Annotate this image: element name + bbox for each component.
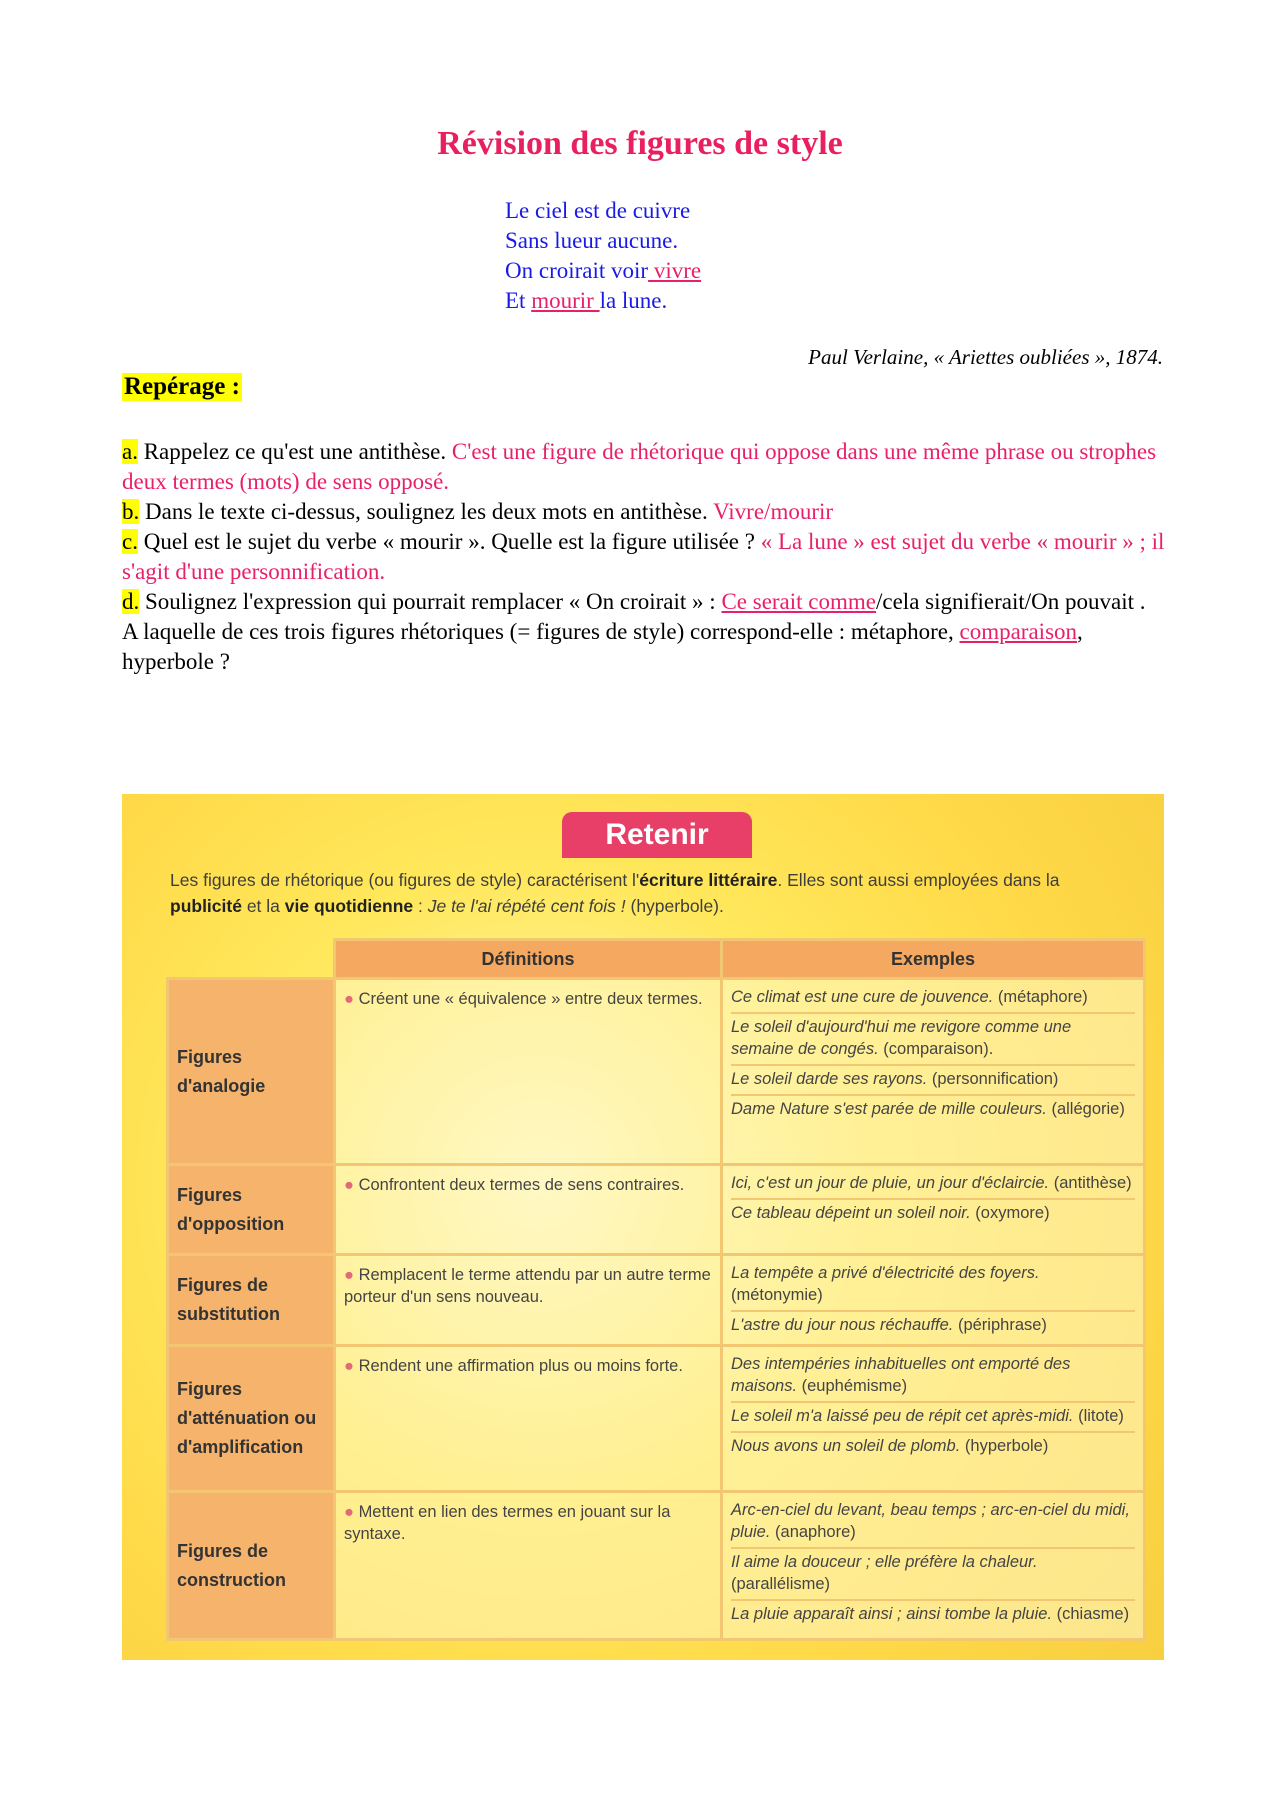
- question-text: Soulignez l'expression qui pourrait remplacer « On croirait » :: [139, 589, 722, 614]
- question-d: [122, 587, 1172, 617]
- figure-name: (euphémisme): [797, 1377, 908, 1395]
- intro-bold: publicité: [170, 896, 242, 916]
- example-item: [731, 1260, 1135, 1312]
- poem-text: la lune.: [599, 288, 668, 313]
- bullet-icon: ●: [344, 1176, 359, 1194]
- example-item: [731, 984, 1135, 1014]
- question-marker: b.: [122, 499, 140, 524]
- answer-text: « La lune » est sujet du verbe « mourir » ; il s'agit d'une personnification.: [122, 529, 1165, 584]
- question-text: , hyperbole ?: [122, 619, 1083, 674]
- figure-name: (métaphore): [993, 988, 1088, 1006]
- column-header-exemples: Exemples: [722, 940, 1145, 979]
- definition-text: Remplacent le terme attendu par un autre terme porteur d'un sens nouveau.: [344, 1266, 711, 1306]
- figure-definition: [335, 1492, 722, 1640]
- definition-text: Mettent en lien des termes en jouant sur la syntaxe.: [344, 1503, 671, 1543]
- answer-text: Ce serait comme: [721, 589, 876, 614]
- example-item: [731, 1170, 1135, 1200]
- example-item: [731, 1549, 1135, 1601]
- intro-text: Les figures de rhétorique (ou figures de style) caractérisent l': [170, 870, 640, 890]
- example-text: Ici, c'est un jour de pluie, un jour d'éclaircie.: [731, 1174, 1050, 1192]
- figure-definition: [335, 1255, 722, 1346]
- page-title: Révision des figures de style: [437, 125, 843, 162]
- figure-examples: [722, 1255, 1145, 1346]
- figure-name: (parallélisme): [731, 1575, 831, 1593]
- poem: [505, 196, 701, 316]
- answer-text: comparaison: [959, 619, 1078, 644]
- source-citation: Paul Verlaine, « Ariettes oubliées », 1874.: [808, 345, 1163, 369]
- figure-examples: [722, 979, 1145, 1165]
- table-row: [168, 1492, 1145, 1640]
- figure-name: (litote): [1073, 1407, 1124, 1425]
- example-item: [731, 1014, 1135, 1066]
- figure-category: Figures d'atténuation ou d'amplification: [168, 1346, 335, 1492]
- figure-category: Figures d'opposition: [168, 1165, 335, 1255]
- table-row: [168, 1255, 1145, 1346]
- question-marker: d.: [122, 589, 140, 614]
- intro-text: et la: [241, 896, 285, 916]
- question-e: [122, 617, 1172, 677]
- bullet-icon: ●: [344, 990, 359, 1008]
- table-row: [168, 979, 1145, 1165]
- example-text: Le soleil d'aujourd'hui me revigore comme une semaine de congés.: [731, 1018, 1072, 1058]
- example-text: Ce climat est une cure de jouvence.: [731, 988, 994, 1006]
- example-text: Arc-en-ciel du levant, beau temps ; arc-en-ciel du midi, pluie.: [731, 1501, 1130, 1541]
- example-text: Dame Nature s'est parée de mille couleurs.: [731, 1100, 1047, 1118]
- figure-examples: [722, 1346, 1145, 1492]
- figure-name: (chiasme): [1052, 1605, 1130, 1623]
- figure-name: (personnification): [927, 1070, 1059, 1088]
- figure-name: (hyperbole): [960, 1437, 1049, 1455]
- example-item: [731, 1497, 1135, 1549]
- example-text: Le soleil darde ses rayons.: [731, 1070, 928, 1088]
- intro-bold: vie quotidienne: [284, 896, 414, 916]
- table-row: [168, 1346, 1145, 1492]
- example-text: Le soleil m'a laissé peu de répit cet après-midi.: [731, 1407, 1074, 1425]
- table-row: [168, 1165, 1145, 1255]
- figure-name: (oxymore): [970, 1204, 1050, 1222]
- question-text: Rappelez ce qu'est une antithèse.: [137, 439, 452, 464]
- intro-text: . Elles sont aussi employées dans la: [777, 870, 1060, 890]
- question-b: [122, 497, 1172, 527]
- underlined-word-mourir: mourir: [531, 288, 600, 313]
- figure-definition: [335, 1346, 722, 1492]
- poem-line: [505, 286, 701, 316]
- figure-name: (comparaison).: [878, 1040, 994, 1058]
- figure-category: Figures de substitution: [168, 1255, 335, 1346]
- intro-text: :: [413, 896, 428, 916]
- example-item: [731, 1433, 1135, 1461]
- figure-name: (périphrase): [953, 1316, 1047, 1334]
- figure-category: Figures d'analogie: [168, 979, 335, 1165]
- questions: [122, 437, 1172, 677]
- table-corner: [168, 940, 335, 979]
- figure-definition: [335, 1165, 722, 1255]
- intro-text: (hyperbole).: [625, 896, 724, 916]
- question-marker: a.: [122, 439, 138, 464]
- answer-text: C'est une figure de rhétorique qui oppose dans une même phrase ou strophes deux termes (mots) de sens opposé.: [122, 439, 1157, 494]
- example-text: Nous avons un soleil de plomb.: [731, 1437, 961, 1455]
- question-text: /cela signifierait/On pouvait .: [876, 589, 1146, 614]
- poem-line: Le ciel est de cuivre: [505, 198, 691, 223]
- poem-line: Sans lueur aucune.: [505, 228, 679, 253]
- column-header-definitions: Définitions: [335, 940, 722, 979]
- question-c: [122, 527, 1172, 587]
- question-text: Quel est le sujet du verbe « mourir ». Quelle est la figure utilisée ?: [137, 529, 761, 554]
- example-text: La tempête a privé d'électricité des foyers.: [731, 1264, 1040, 1282]
- definition-text: Confrontent deux termes de sens contraires.: [358, 1176, 685, 1194]
- figure-name: (allégorie): [1046, 1100, 1125, 1118]
- example-item: [731, 1066, 1135, 1096]
- question-text: Dans le texte ci-dessus, soulignez les deux mots en antithèse.: [139, 499, 714, 524]
- poem-text: Et: [505, 288, 532, 313]
- bullet-icon: ●: [344, 1266, 359, 1284]
- retenir-box: [122, 794, 1164, 1660]
- question-marker: c.: [122, 529, 138, 554]
- answer-text: Vivre/mourir: [713, 499, 834, 524]
- definition-text: Rendent une affirmation plus ou moins forte.: [358, 1357, 683, 1375]
- intro-bold: écriture littéraire: [639, 870, 778, 890]
- section-heading: Repérage :: [124, 373, 240, 400]
- retenir-intro: [170, 867, 1110, 919]
- example-text: Ce tableau dépeint un soleil noir.: [731, 1204, 971, 1222]
- poem-text: On croirait voir: [505, 258, 649, 283]
- bullet-icon: ●: [344, 1357, 359, 1375]
- underlined-word-vivre: vivre: [648, 258, 702, 283]
- definition-text: Créent une « équivalence » entre deux termes.: [358, 990, 703, 1008]
- intro-italic: Je te l'ai répété cent fois !: [427, 896, 626, 916]
- figure-category: Figures de construction: [168, 1492, 335, 1640]
- retenir-heading: Retenir: [562, 812, 752, 858]
- figure-name: (antithèse): [1049, 1174, 1132, 1192]
- example-item: [731, 1312, 1135, 1340]
- question-a: [122, 437, 1172, 497]
- figure-examples: [722, 1492, 1145, 1640]
- figure-name: (anaphore): [770, 1523, 856, 1541]
- example-text: Il aime la douceur ; elle préfère la chaleur.: [731, 1553, 1038, 1571]
- example-item: [731, 1200, 1135, 1228]
- example-text: L'astre du jour nous réchauffe.: [731, 1316, 954, 1334]
- question-text: A laquelle de ces trois figures rhétoriques (= figures de style) correspond-elle : métaphore,: [122, 619, 960, 644]
- figure-definition: [335, 979, 722, 1165]
- figures-table: [166, 938, 1146, 1641]
- example-item: [731, 1403, 1135, 1433]
- example-text: La pluie apparaît ainsi ; ainsi tombe la pluie.: [731, 1605, 1053, 1623]
- example-text: Des intempéries inhabituelles ont emporté des maisons.: [731, 1355, 1071, 1395]
- poem-line: [505, 256, 701, 286]
- example-item: [731, 1601, 1135, 1629]
- bullet-icon: ●: [344, 1503, 359, 1521]
- figure-examples: [722, 1165, 1145, 1255]
- figure-name: (métonymie): [731, 1286, 823, 1304]
- example-item: [731, 1351, 1135, 1403]
- example-item: [731, 1096, 1135, 1124]
